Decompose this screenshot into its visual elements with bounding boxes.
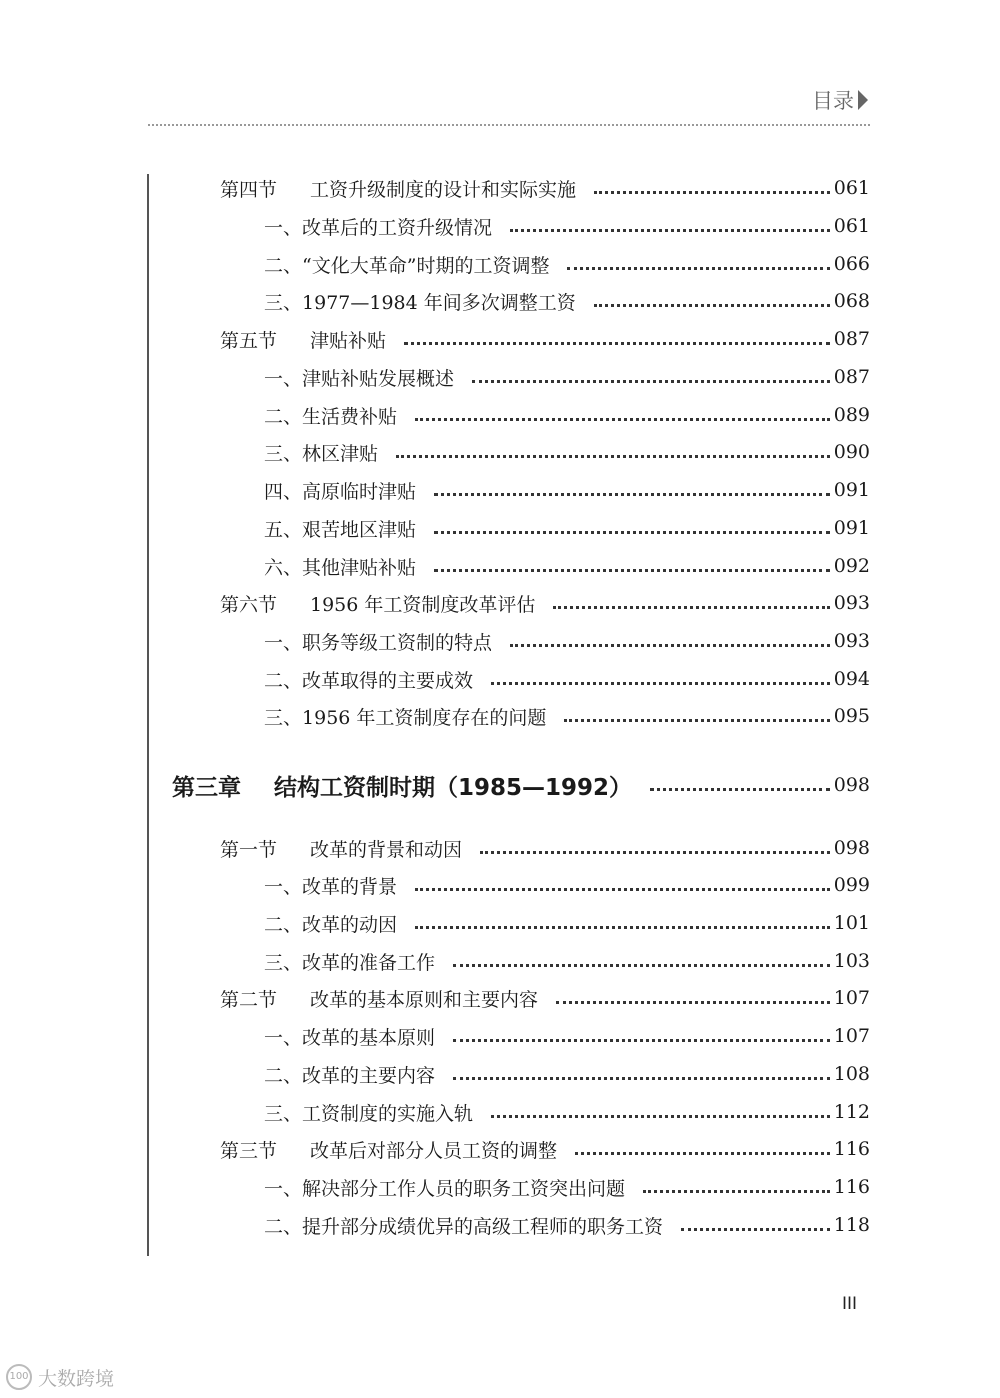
- dot-leader: [434, 493, 830, 496]
- dot-leader: [575, 1152, 830, 1155]
- toc-entry-number: 一、: [264, 216, 303, 239]
- dot-leader: [553, 606, 829, 609]
- toc-entry-item[interactable]: [264, 908, 870, 938]
- toc-entry-number: 四、: [264, 480, 303, 503]
- toc-entry-number: 第一节: [220, 838, 278, 861]
- dot-leader: [453, 964, 830, 967]
- dot-leader: [480, 851, 830, 854]
- toc-entry-number: 二、: [264, 913, 303, 936]
- toc-entry-chapter[interactable]: [172, 767, 870, 803]
- page-number: III: [842, 1294, 858, 1314]
- toc-entry-title: 改革后的工资升级情况: [302, 216, 493, 239]
- toc-entry-item[interactable]: [264, 475, 870, 505]
- toc-entry-title: 改革的背景: [302, 875, 398, 898]
- dot-leader: [594, 304, 830, 307]
- toc-entry-item[interactable]: [264, 551, 870, 581]
- toc-entry-page: 108: [833, 1063, 870, 1085]
- dot-leader: [415, 418, 830, 421]
- toc-entry-title: 工资升级制度的设计和实际实施: [310, 178, 577, 201]
- toc-entry-item[interactable]: [264, 400, 870, 430]
- toc-entry-section[interactable]: [220, 173, 870, 203]
- dot-leader: [415, 926, 830, 929]
- toc-entry-number: 三、: [264, 951, 303, 974]
- triangle-right-icon: [858, 90, 868, 110]
- toc-entry-page: 061: [833, 215, 870, 237]
- dot-leader: [564, 719, 829, 722]
- toc-entry-title: 1977—1984 年间多次调整工资: [302, 291, 576, 314]
- toc-entry-number: 一、: [264, 631, 303, 654]
- toc-entry-page: 091: [833, 479, 870, 501]
- toc-entry-page: 098: [833, 774, 870, 796]
- toc-entry-page: 087: [833, 328, 870, 350]
- dot-leader: [567, 267, 829, 270]
- toc-entry-number: 第五节: [220, 329, 278, 352]
- toc-entry-number: 一、: [264, 367, 303, 390]
- toc-entry-page: 116: [833, 1176, 870, 1198]
- toc-entry-page: 061: [833, 177, 870, 199]
- dot-leader: [491, 1115, 830, 1118]
- toc-entry-title: 津贴补贴发展概述: [302, 367, 455, 390]
- toc-entry-number: 第三节: [220, 1139, 278, 1162]
- toc-entry-number: 二、: [264, 254, 303, 277]
- toc-entry-section[interactable]: [220, 1134, 870, 1164]
- dot-leader: [643, 1190, 830, 1193]
- toc-entry-page: 090: [833, 441, 870, 463]
- toc-entry-number: 第四节: [220, 178, 278, 201]
- toc-entry-section[interactable]: [220, 983, 870, 1013]
- toc-entry-page: 095: [833, 705, 870, 727]
- toc-entry-title: 改革的基本原则和主要内容: [310, 988, 539, 1011]
- toc-entry-title: 改革的基本原则: [302, 1026, 436, 1049]
- toc-entry-item[interactable]: [264, 870, 870, 900]
- toc-entry-title: 职务等级工资制的特点: [302, 631, 493, 654]
- margin-rule: [147, 174, 149, 1256]
- toc-entry-item[interactable]: [264, 626, 870, 656]
- dot-leader: [404, 342, 830, 345]
- watermark-logo: 100: [6, 1364, 32, 1390]
- toc-entry-number: 三、: [264, 442, 303, 465]
- toc-entry-number: 六、: [264, 556, 303, 579]
- toc-entry-page: 118: [833, 1214, 870, 1236]
- toc-entry-page: 089: [833, 404, 870, 426]
- toc-entry-item[interactable]: [264, 249, 870, 279]
- toc-entry-number: 第三章: [172, 774, 241, 801]
- toc-entry-item[interactable]: [264, 286, 870, 316]
- toc-entry-title: 其他津贴补贴: [302, 556, 417, 579]
- toc-entry-item[interactable]: [264, 1097, 870, 1127]
- dot-leader: [556, 1001, 830, 1004]
- toc-entry-page: 091: [833, 517, 870, 539]
- dot-leader: [453, 1039, 830, 1042]
- toc-entry-number: 一、: [264, 875, 303, 898]
- toc-entry-title: 艰苦地区津贴: [302, 518, 417, 541]
- toc-entry-page: 107: [833, 1025, 870, 1047]
- dot-leader: [434, 569, 830, 572]
- toc-entry-page: 116: [833, 1138, 870, 1160]
- toc-entry-number: 第六节: [220, 593, 278, 616]
- dot-leader: [594, 191, 830, 194]
- toc-entry-title: 津贴补贴: [310, 329, 387, 352]
- toc-entry-title: 改革的背景和动因: [310, 838, 463, 861]
- toc-entry-page: 068: [833, 290, 870, 312]
- toc-entry-page: 101: [833, 912, 870, 934]
- dot-leader: [415, 888, 830, 891]
- dot-leader: [472, 380, 830, 383]
- toc-entry-title: 改革的准备工作: [302, 951, 436, 974]
- toc-entry-title: 林区津贴: [302, 442, 379, 465]
- header-divider: [148, 124, 870, 126]
- toc-entry-title: 结构工资制时期（1985—1992）: [274, 774, 633, 801]
- toc-entry-title: 改革的动因: [302, 913, 398, 936]
- toc-entry-number: 二、: [264, 1064, 303, 1087]
- toc-entry-number: 二、: [264, 1215, 303, 1238]
- toc-entry-number: 三、: [264, 291, 303, 314]
- toc-entry-item[interactable]: [264, 437, 870, 467]
- toc-entry-item[interactable]: [264, 1210, 870, 1240]
- toc-entry-number: 三、: [264, 1102, 303, 1125]
- toc-entry-number: 一、: [264, 1026, 303, 1049]
- header-title: [812, 86, 868, 114]
- watermark-text: 大数跨境: [38, 1367, 115, 1390]
- toc-entry-title: “文化大革命”时期的工资调整: [302, 254, 550, 277]
- toc-entry-section[interactable]: [220, 324, 870, 354]
- toc-entry-item[interactable]: [264, 664, 870, 694]
- toc-entry-section[interactable]: [220, 833, 870, 863]
- toc-entry-item[interactable]: [264, 946, 870, 976]
- toc-entry-section[interactable]: [220, 588, 870, 618]
- toc-entry-item[interactable]: [264, 1059, 870, 1089]
- toc-entry-page: 087: [833, 366, 870, 388]
- toc-entry-title: 高原临时津贴: [302, 480, 417, 503]
- toc-entry-number: 五、: [264, 518, 303, 541]
- dot-leader: [491, 682, 830, 685]
- toc-entry-page: 103: [833, 950, 870, 972]
- dot-leader: [396, 455, 830, 458]
- dot-leader: [650, 788, 830, 791]
- toc-entry-page: 107: [833, 987, 870, 1009]
- toc-entry-page: 093: [833, 592, 870, 614]
- toc-entry-page: 098: [833, 837, 870, 859]
- toc-entry-title: 1956 年工资制度改革评估: [310, 593, 536, 616]
- toc-entry-item[interactable]: [264, 701, 870, 731]
- toc-entry-number: 二、: [264, 669, 303, 692]
- toc-entry-page: 092: [833, 555, 870, 577]
- dot-leader: [510, 644, 830, 647]
- toc-entry-item[interactable]: [264, 211, 870, 241]
- toc-entry-number: 第二节: [220, 988, 278, 1011]
- header-title-text: 目录: [812, 89, 854, 113]
- toc-entry-title: 生活费补贴: [302, 405, 398, 428]
- toc-entry-title: 改革取得的主要成效: [302, 669, 474, 692]
- toc-entry-page: 112: [833, 1101, 870, 1123]
- toc-entry-item[interactable]: [264, 362, 870, 392]
- watermark: [6, 1362, 114, 1392]
- toc-entry-page: 094: [833, 668, 870, 690]
- toc-entry-number: 三、: [264, 706, 303, 729]
- dot-leader: [434, 531, 830, 534]
- toc-entry-page: 093: [833, 630, 870, 652]
- toc-entry-number: 二、: [264, 405, 303, 428]
- toc-entry-number: 一、: [264, 1177, 303, 1200]
- toc-entry-title: 改革的主要内容: [302, 1064, 436, 1087]
- toc-entry-title: 改革后对部分人员工资的调整: [310, 1139, 558, 1162]
- toc-entry-title: 工资制度的实施入轨: [302, 1102, 474, 1125]
- dot-leader: [510, 229, 830, 232]
- toc-entry-title: 1956 年工资制度存在的问题: [302, 706, 547, 729]
- toc-entry-title: 解决部分工作人员的职务工资突出问题: [302, 1177, 626, 1200]
- dot-leader: [681, 1228, 830, 1231]
- toc-entry-page: 066: [833, 253, 870, 275]
- toc-entry-item[interactable]: [264, 1172, 870, 1202]
- toc-entry-page: 099: [833, 874, 870, 896]
- dot-leader: [453, 1077, 830, 1080]
- toc-entry-item[interactable]: [264, 1021, 870, 1051]
- toc-entry-title: 提升部分成绩优异的高级工程师的职务工资: [302, 1215, 664, 1238]
- toc-entry-item[interactable]: [264, 513, 870, 543]
